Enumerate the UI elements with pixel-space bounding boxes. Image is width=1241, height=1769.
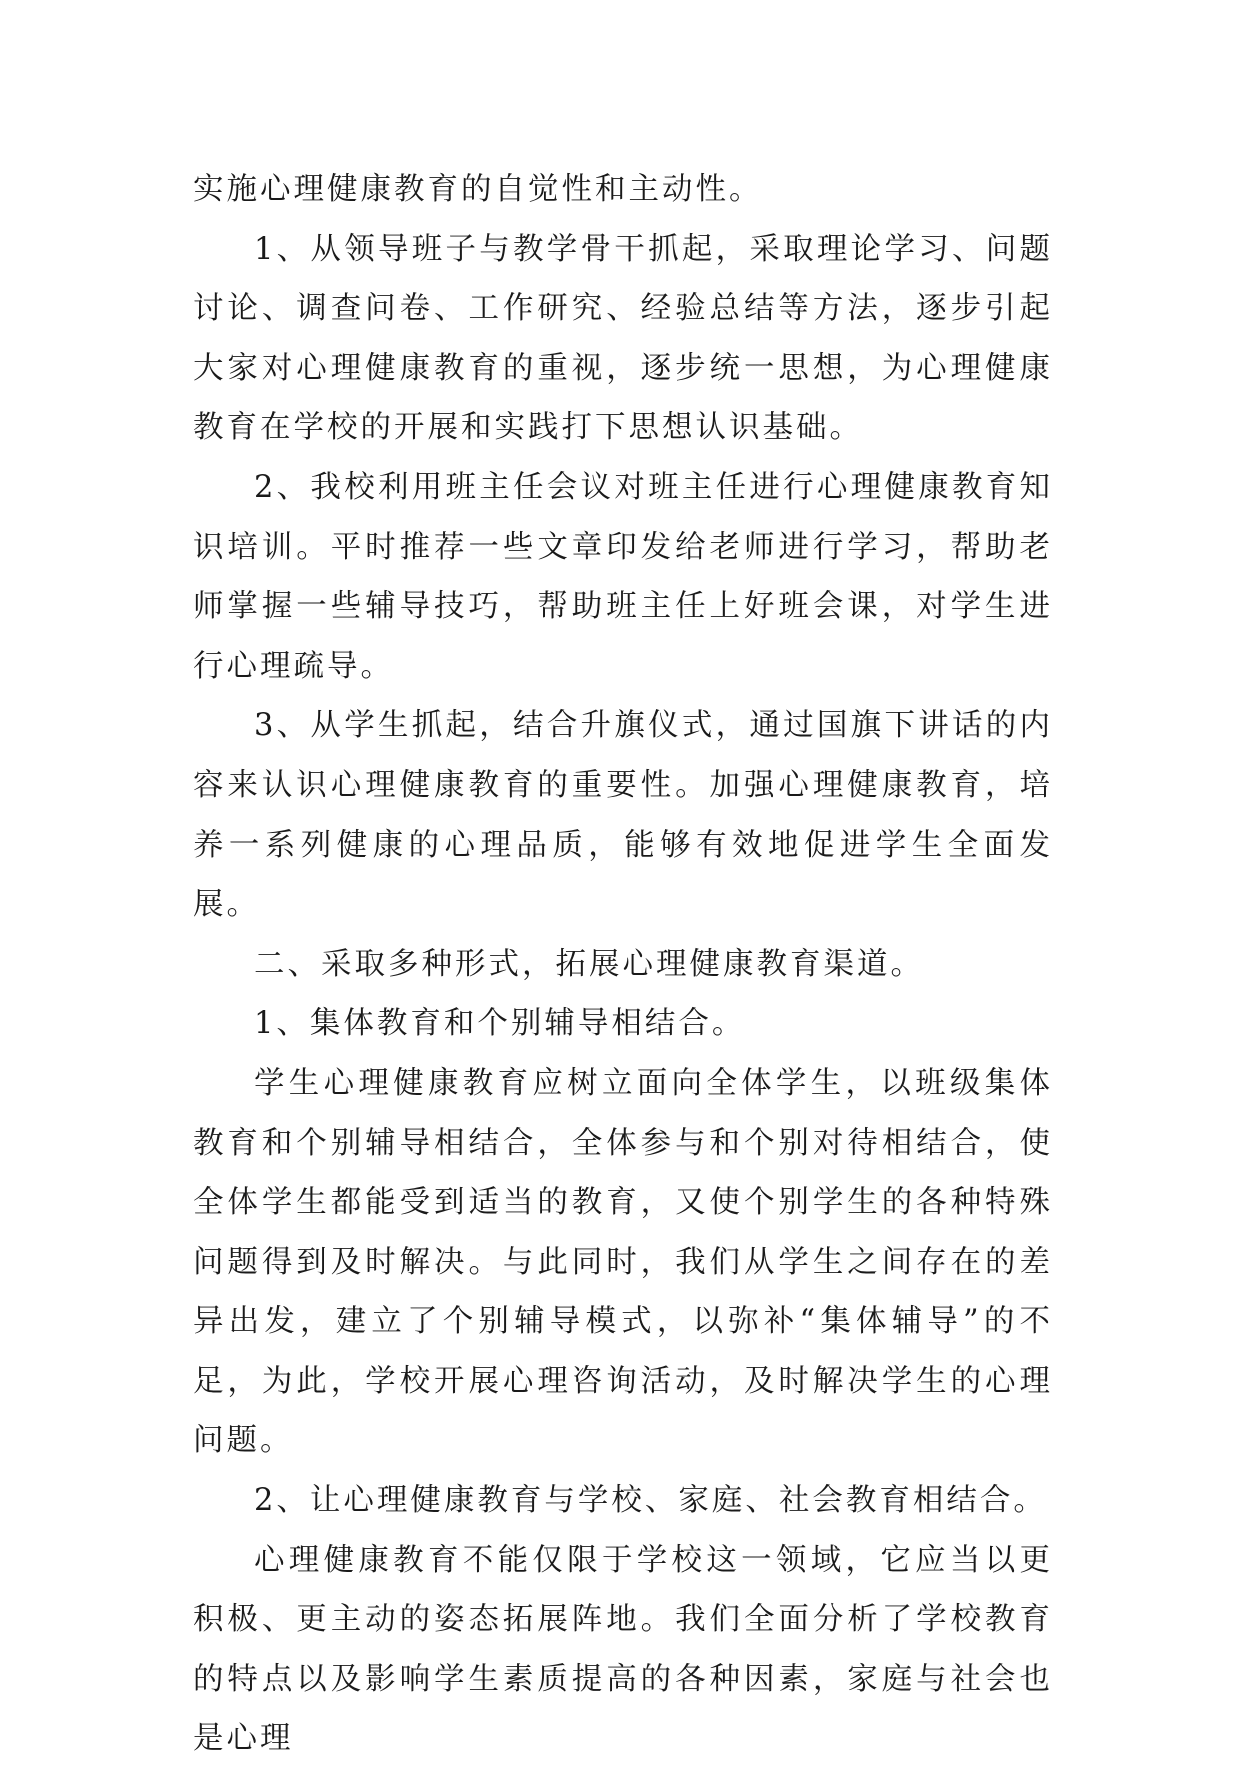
paragraph-school-family-society: 心理健康教育不能仅限于学校这一领域，它应当以更积极、更主动的姿态拓展阵地。我们全面分析了学校教育的特点以及影响学生素质提高的各种因素，家庭与社会也是心理 (193, 1542, 1053, 1757)
document-body (193, 160, 1053, 1769)
section-heading-2: 二、采取多种形式，拓展心理健康教育渠道。 (254, 946, 924, 982)
subheading-item-2: 2、让心理健康教育与学校、家庭、社会教育相结合。 (254, 1483, 1047, 1519)
paragraph-item-2-teacher-training: 2、我校利用班主任会议对班主任进行心理健康教育知识培训。平时推荐一些文章印发给老师进行学习，帮助老师掌握一些辅导技巧，帮助班主任上好班会课，对学生进行心理疏导。 (193, 469, 1053, 684)
subheading-item-1: 1、集体教育和个别辅导相结合。 (254, 1006, 746, 1042)
paragraph-continuation: 实施心理健康教育的自觉性和主动性。 (193, 172, 763, 207)
paragraph-item-1-leadership: 1、从领导班子与教学骨干抓起，采取理论学习、问题讨论、调查问卷、工作研究、经验总结等方法，逐步引起大家对心理健康教育的重视，逐步统一思想，为心理健康教育在学校的开展和实践打下思想认识基础。 (193, 231, 1053, 446)
paragraph-item-3-students: 3、从学生抓起，结合升旗仪式，通过国旗下讲话的内容来认识心理健康教育的重要性。加强心理健康教育，培养一系列健康的心理品质，能够有效地促进学生全面发展。 (193, 708, 1053, 923)
paragraph-group-and-individual: 学生心理健康教育应树立面向全体学生，以班级集体教育和个别辅导相结合，全体参与和个别对待相结合，使全体学生都能受到适当的教育，又使个别学生的各种特殊问题得到及时解决。与此同时，我们从学生之间存在的差异出发，建立了个别辅导模式，以弥补“集体辅导”的不足，为此，学校开展心理咨询活动，及时解决学生的心理问题。 (193, 1065, 1053, 1459)
